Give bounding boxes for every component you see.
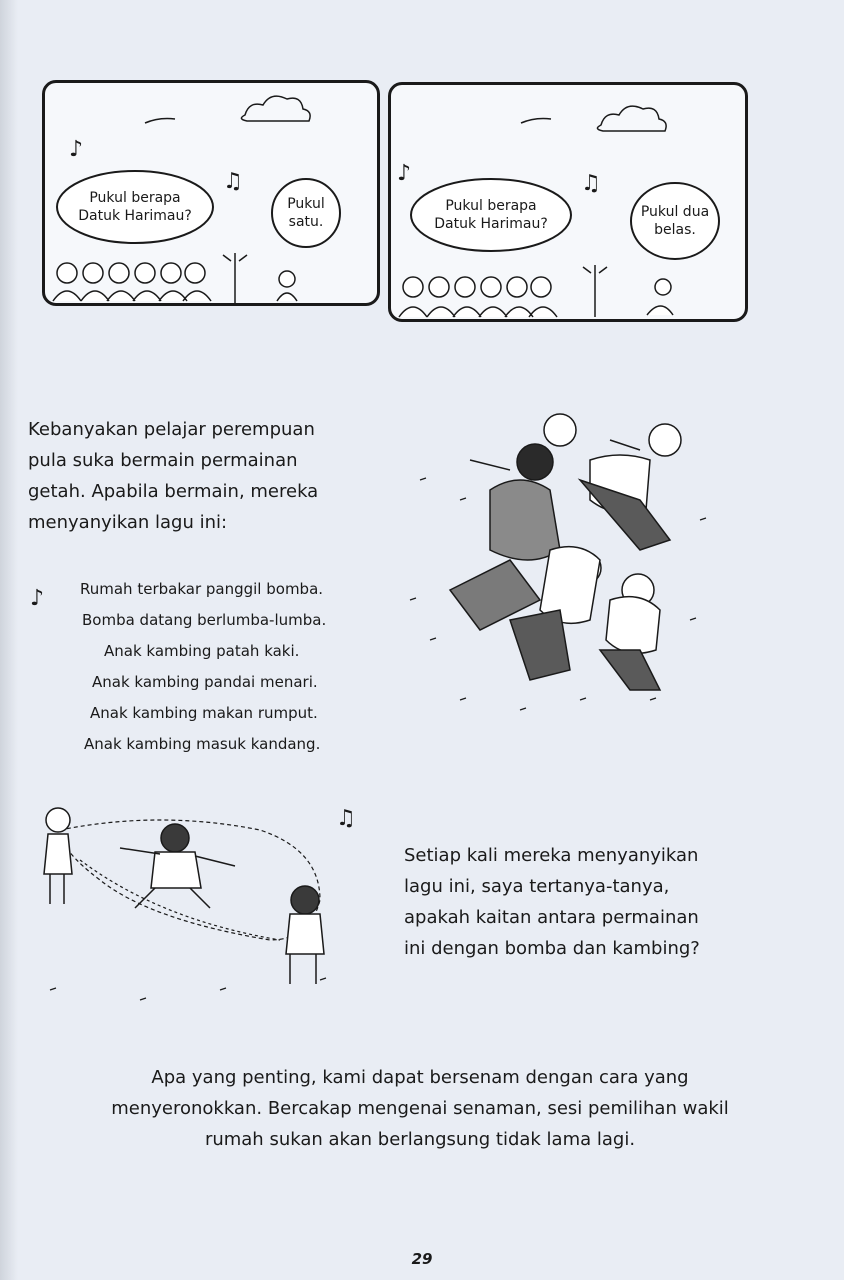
music-note-icon: ♫ bbox=[581, 171, 601, 196]
music-note-icon: ♪ bbox=[69, 137, 84, 162]
lyric-line: Anak kambing pandai menari. bbox=[92, 673, 318, 691]
comic-panel-1 bbox=[42, 80, 380, 306]
crowd-heads bbox=[399, 277, 557, 317]
children-chain-game-illustration bbox=[400, 400, 730, 730]
question-paragraph: Setiap kali mereka menyanyikan lagu ini, saya tertanya-tanya, apakah kaitan antara permainan ini dengan bomba dan kambing? bbox=[404, 845, 700, 959]
panel-1-question: Pukul berapa Datuk Harimau? bbox=[78, 190, 192, 224]
lyric-line: Anak kambing makan rumput. bbox=[90, 704, 318, 722]
lyric-line: Rumah terbakar panggil bomba. bbox=[80, 580, 324, 598]
rubber-band-game-illustration bbox=[20, 800, 370, 1010]
tiger-figure bbox=[647, 279, 673, 315]
tiger-figure bbox=[277, 271, 297, 301]
song-lyrics bbox=[80, 574, 380, 760]
lyric-line: Bomba datang berlumba-lumba. bbox=[82, 611, 327, 629]
music-note-icon: ♫ bbox=[336, 806, 356, 831]
page-number: 29 bbox=[411, 1250, 433, 1268]
lyric-line: Anak kambing masuk kandang. bbox=[84, 735, 321, 753]
panel-2-question: Pukul berapa Datuk Harimau? bbox=[434, 198, 548, 232]
music-note-icon: ♪ bbox=[397, 161, 412, 186]
page-edge bbox=[0, 0, 18, 1280]
intro-paragraph: Kebanyakan pelajar perempuan pula suka bermain permainan getah. Apabila bermain, mereka menyanyikan lagu ini: bbox=[28, 419, 319, 533]
closing-paragraph: Apa yang penting, kami dapat bersenam dengan cara yang menyeronokkan. Bercakap mengenai senaman, sesi pemilihan wakil rumah sukan akan berlangsung tidak lama lagi. bbox=[111, 1067, 729, 1150]
cloud-icon bbox=[521, 106, 666, 131]
music-note-icon: ♪ bbox=[30, 586, 45, 611]
comic-panel-2 bbox=[388, 82, 748, 322]
crowd-heads bbox=[53, 263, 211, 301]
music-note-icon: ♫ bbox=[223, 169, 243, 194]
panel-1-answer: Pukul satu. bbox=[287, 196, 325, 230]
panel-2-answer: Pukul dua belas. bbox=[640, 204, 710, 238]
cloud-icon bbox=[145, 96, 310, 123]
lyric-line: Anak kambing patah kaki. bbox=[104, 642, 300, 660]
